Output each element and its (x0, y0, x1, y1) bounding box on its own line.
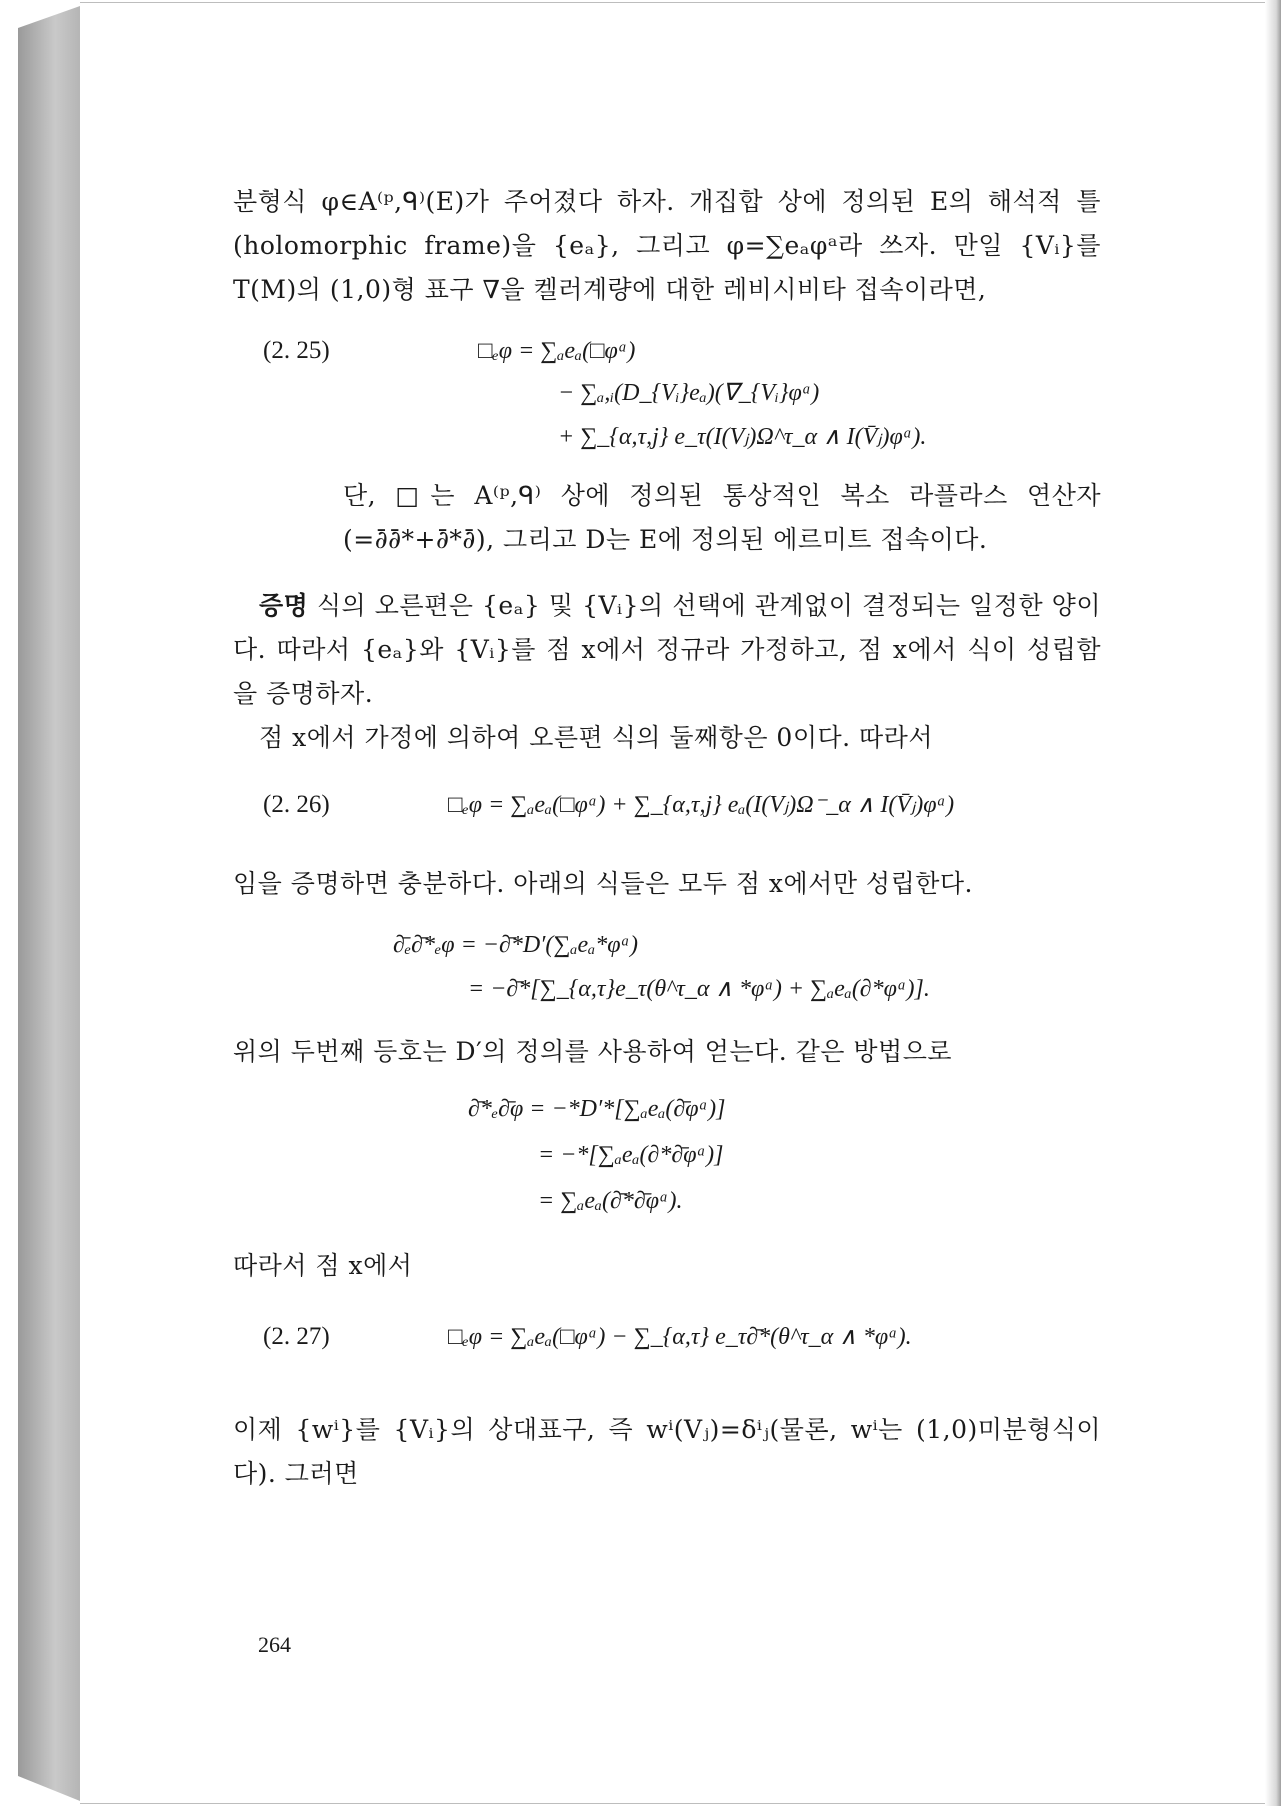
equation-line: □ₑφ = ∑ₐeₐ(□φᵃ) − ∑_{α,τ} e_τ∂̄*(θ^τ_α ∧ *φᵃ). (448, 1324, 912, 1350)
equation-line: □ₑφ = ∑ₐeₐ(□φᵃ) (478, 338, 636, 364)
equation-line: = −∂̄*[∑_{α,τ}e_τ(θ^τ_α ∧ *φᵃ) + ∑ₐeₐ(∂*φᵃ)]. (468, 976, 930, 1002)
paragraph-note: 단, □는 A⁽ᵖ,ᑫ⁾ 상에 정의된 통상적인 복소 라플라스 연산자 (=∂̄∂̄*+∂̄*∂̄), 그리고 D는 E에 정의된 에르미트 접속이다. (343, 481, 1101, 554)
page-number: 264 (258, 1632, 291, 1657)
paragraph-intro: 분형식 φ∈A⁽ᵖ,ᑫ⁾(E)가 주어졌다 하자. 개집합 상에 정의된 E의 해석적 틀(holomorphic frame)을 {eₐ}, 그리고 φ=∑eₐφᵃ라 쓰자. 만일 {Vᵢ}를 T(M)의 (1,0)형 표구 ∇을 켈러계량에 대한 레비시비타 접속이라면, (233, 187, 1101, 304)
equation-number: (2. 26) (263, 791, 330, 818)
equation-2-27 (233, 1310, 1101, 1400)
paragraph-second-equality: 위의 두번째 등호는 D′의 정의를 사용하여 얻는다. 같은 방법으로 (233, 1037, 952, 1066)
equation-line: + ∑_{α,τ,j} e_τ(I(Vⱼ)Ω^τ_α ∧ I(V̄ⱼ)φᵃ). (558, 424, 927, 450)
equation-number: (2. 27) (263, 1323, 330, 1350)
equation-line: ∂̄*ₑ∂̄φ = −*D′*[∑ₐeₐ(∂̄φᵃ)] (468, 1096, 726, 1122)
paragraph-therefore: 따라서 점 x에서 (233, 1251, 413, 1280)
paragraph-step: 점 x에서 가정에 의하여 오른편 식의 둘째항은 0이다. 따라서 (259, 723, 933, 752)
equation-line: □ₑφ = ∑ₐeₐ(□φᵃ) + ∑_{α,τ,j} eₐ(I(Vⱼ)Ω⁻_α ∧ I(V̄ⱼ)φᵃ) (448, 792, 955, 818)
equation-line: ∂̄ₑ∂̄*ₑφ = −∂̄*D′(∑ₐeₐ*φᵃ) (393, 932, 639, 958)
paragraph-proof (233, 584, 1101, 716)
equation-line: = −*[∑ₐeₐ(∂*∂̄φᵃ)] (538, 1142, 724, 1168)
paragraph-dual-frame: 이제 {wⁱ}를 {Vᵢ}의 상대표구, 즉 wⁱ(Vⱼ)=δⁱⱼ(물론, wⁱ는 (1,0)미분형식이다). 그러면 (233, 1415, 1101, 1488)
page-content (233, 180, 1101, 1496)
equation-2-25 (233, 328, 1101, 464)
equation-line: = ∑ₐeₐ(∂̄*∂̄φᵃ). (538, 1188, 683, 1214)
equation-2-26 (233, 774, 1101, 856)
equation-number: (2. 25) (263, 337, 330, 364)
equation-block-b (233, 1088, 1101, 1238)
book-spine (18, 6, 80, 1801)
equation-block-a (233, 924, 1101, 1024)
equation-line: − ∑ₐ,ᵢ(D_{Vᵢ}eₐ)(∇_{Vᵢ}φᵃ) (558, 380, 820, 406)
proof-text: 식의 오른편은 {eₐ} 및 {Vᵢ}의 선택에 관계없이 결정되는 일정한 양이다. 따라서 {eₐ}와 {Vᵢ}를 점 x에서 정규라 가정하고, 점 x에서 식이 성립함을 증명하자. (233, 591, 1101, 708)
page-edge (1265, 0, 1281, 1806)
paragraph-sufficient: 임을 증명하면 충분하다. 아래의 식들은 모두 점 x에서만 성립한다. (233, 869, 973, 898)
proof-label: 증명 (259, 591, 309, 620)
